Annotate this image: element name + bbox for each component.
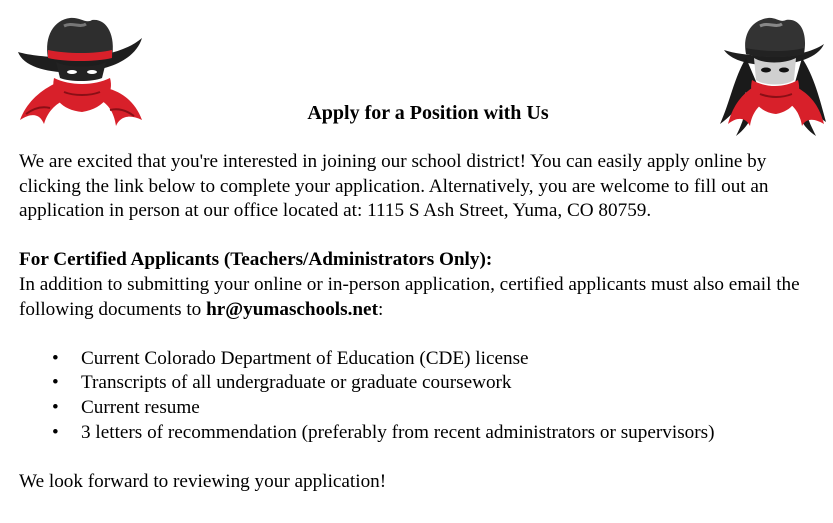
list-item-text: Current Colorado Department of Education (CDE) license xyxy=(81,347,529,369)
certified-paragraph xyxy=(19,273,827,322)
intro-paragraph: We are excited that you're interested in joining our school district! You can easily apply online by clicking the link below to complete your application. Alternatively, you are welcome to fill out an application in person at our office located at: 1115 S Ash Street, Yuma, CO 80759. xyxy=(19,151,769,222)
document-list xyxy=(19,347,827,445)
list-item xyxy=(19,347,827,372)
paragraph-gap xyxy=(19,224,827,249)
list-item xyxy=(19,396,827,421)
certified-text: In addition to submitting your online or in-person application, certified applicants must also email the following documents to xyxy=(19,273,800,320)
list-item xyxy=(19,421,827,446)
closing-paragraph: We look forward to reviewing your application! xyxy=(19,470,387,492)
list-item-text: Transcripts of all undergraduate or graduate coursework xyxy=(81,372,512,394)
paragraph-gap xyxy=(19,445,827,470)
bullet-icon: • xyxy=(52,372,59,394)
bullet-icon: • xyxy=(52,347,59,369)
certified-heading: For Certified Applicants (Teachers/Administrators Only): xyxy=(19,249,493,271)
bullet-icon: • xyxy=(52,396,59,418)
bullet-icon: • xyxy=(52,421,59,443)
page-title: Apply for a Position with Us xyxy=(307,102,549,124)
paragraph-gap xyxy=(19,322,827,347)
hr-email: hr@yumaschools.net xyxy=(206,298,378,320)
list-item-text: Current resume xyxy=(81,396,200,418)
list-item xyxy=(19,371,827,396)
list-item-text: 3 letters of recommendation (preferably from recent administrators or supervisors) xyxy=(81,421,715,443)
certified-text-end: : xyxy=(377,298,384,320)
document-body xyxy=(19,150,827,494)
